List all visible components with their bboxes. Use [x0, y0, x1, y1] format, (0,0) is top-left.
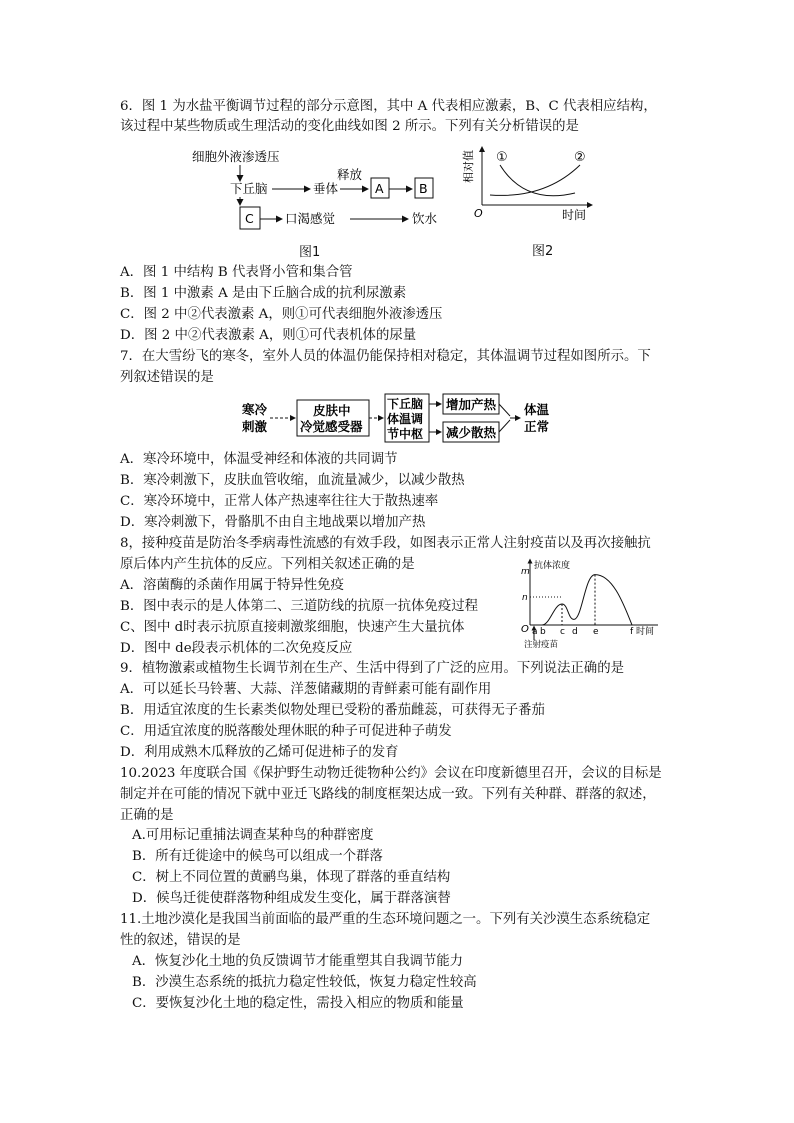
temp-normal-1: 体温: [524, 402, 550, 417]
fig1-pituitary: 垂体: [313, 181, 339, 196]
q10-option-c: C．树上不同位置的黄鹂鸟巢，体现了群落的垂直结构: [132, 870, 451, 885]
q9-option-b: B．用适宜浓度的生长素类似物处理已受粉的番茄雌蕊，可获得无子番茄: [120, 703, 545, 718]
q7-option-c: C．寒冷环境中，正常人体产热速率往往大于散热速率: [120, 494, 439, 509]
q9-option-d: D．利用成熟木瓜释放的乙烯可促进柿子的发育: [120, 745, 399, 760]
fig1-drink: 饮水: [412, 211, 438, 226]
cold-stimulus-1: 寒冷: [242, 402, 268, 417]
chart-tick-d: d: [572, 627, 578, 637]
q8-option-d: D．图中 de段表示机体的二次免疫反应: [120, 641, 353, 656]
chart-tick-e: e: [593, 627, 599, 637]
chart-ylabel: 抗体浓度: [534, 561, 571, 571]
q11-option-a: A．恢复沙化土地的负反馈调节才能重塑其自我调节能力: [132, 954, 464, 969]
q10-option-a: A.可用标记重捕法调查某种鸟的种群密度: [132, 828, 374, 843]
q8-option-c: C、图中 d时表示抗原直接刺激浆细胞，快速产生大量抗体: [120, 620, 465, 635]
q7-option-d: D．寒冷刺激下，骨骼肌不由自主地战栗以增加产热: [120, 515, 426, 530]
q11-stem-line1: 11.土地沙漠化是我国当前面临的最严重的生态环境问题之一。下列有关沙漠生态系统稳定: [120, 912, 651, 927]
fig2-curve1-label: ①: [496, 150, 508, 165]
temp-normal-2: 正常: [524, 419, 550, 434]
q9-stem: 9．植物激素或植物生长调节剂在生产、生活中得到了广泛的应用。下列说法正确的是: [120, 661, 624, 676]
fig1-top-label: 细胞外液渗透压: [192, 149, 280, 164]
q9-option-c: C．用适宜浓度的脱落酸处理休眠的种子可促进种子萌发: [120, 724, 452, 739]
chart-origin: O: [521, 624, 529, 635]
chart-m: m: [521, 567, 530, 577]
fig2-curve2-label: ②: [574, 150, 586, 165]
cold-stimulus-2: 刺激: [242, 419, 268, 434]
fig1-release: 释放: [337, 167, 363, 182]
thermoregulation-diagram: [238, 392, 558, 444]
q6-option-a: A．图 1 中结构 B 代表肾小管和集合管: [120, 265, 353, 280]
q8-option-b: B．图中表示的是人体第二、三道防线的抗原一抗体免疫过程: [120, 599, 478, 614]
increase-heat: 增加产热: [446, 397, 497, 412]
q11-option-c: C．要恢复沙化土地的稳定性，需投入相应的物质和能量: [132, 996, 464, 1011]
fig1-box-c-label: C: [245, 211, 254, 226]
chart-tick-a: a: [532, 627, 538, 637]
fig1-box-b-label: B: [419, 181, 428, 196]
q7-stem-line1: 7．在大雪纷飞的寒冬，室外人员的体温仍能保持相对稳定，其体温调节过程如图所示。下: [120, 349, 651, 364]
center-1: 下丘脑: [387, 397, 424, 411]
figure-2-curves: [460, 143, 600, 228]
q7-option-b: B．寒冷刺激下，皮肤血管收缩，血流量减少，以减少散热: [120, 473, 465, 488]
chart-tick-f: f: [630, 627, 634, 637]
q8-stem-line1: 8，接种疫苗是防治冬季病毒性流感的有效手段，如图表示正常人注射疫苗以及再次接触抗: [120, 536, 651, 551]
chart-xlabel: 时间: [636, 627, 655, 637]
chart-tick-c: c: [560, 627, 565, 637]
skin-receptor-1: 皮肤中: [313, 403, 351, 418]
q11-stem-line2: 性的叙述，错误的是: [120, 933, 241, 948]
q10-option-b: B．所有迁徙途中的候鸟可以组成一个群落: [132, 849, 383, 864]
fig1-caption: 图1: [299, 245, 321, 260]
chart-vaccine: 注射疫苗: [524, 640, 559, 649]
chart-tick-b: b: [540, 627, 546, 637]
q9-option-a: A．可以延长马铃薯、大蒜、洋葱储藏期的青鲜素可能有副作用: [120, 682, 492, 697]
fig1-box-a-label: A: [375, 181, 384, 196]
q7-option-a: A．寒冷环境中，体温受神经和体液的共同调节: [120, 452, 398, 467]
q11-option-b: B．沙漠生态系统的抵抗力稳定性较低，恢复力稳定性较高: [132, 975, 477, 990]
q6-option-d: D．图 2 中②代表激素 A，则①可代表机体的尿量: [120, 328, 417, 343]
skin-receptor-2: 冷觉感受器: [300, 419, 363, 434]
fig2-ylabel: 相对值: [462, 150, 475, 183]
q10-stem-line2: 制定并在可能的情况下就中亚迁飞路线的制度框架达成一致。下列有关种群、群落的叙述，: [120, 787, 656, 802]
q8-option-a: A．溶菌酶的杀菌作用属于特异性免疫: [120, 578, 344, 593]
q6-stem-line1: 6．图 1 为水盐平衡调节过程的部分示意图，其中 A 代表相应激素，B、C 代表相应结构，: [120, 99, 657, 114]
center-3: 节中枢: [387, 427, 424, 441]
decrease-loss: 减少散热: [446, 425, 497, 440]
q6-option-c: C．图 2 中②代表激素 A，则①可代表细胞外液渗透压: [120, 307, 443, 322]
q10-stem-line3: 正确的是: [120, 808, 174, 823]
q6-option-b: B．图 1 中激素 A 是由下丘脑合成的抗利尿激素: [120, 286, 407, 301]
center-2: 体温调: [387, 412, 424, 426]
antibody-chart: [512, 557, 662, 649]
figure-1-diagram: [190, 143, 450, 253]
q6-stem-line2: 该过程中某些物质或生理活动的变化曲线如图 2 所示。下列有关分析错误的是: [120, 119, 579, 134]
fig1-hypothalamus: 下丘脑: [230, 181, 268, 196]
fig2-caption: 图2: [532, 244, 554, 259]
fig2-xlabel: 时间: [562, 208, 587, 222]
antibody-curve: [534, 575, 632, 625]
fig2-origin: O: [474, 207, 483, 220]
q10-stem-line1: 10.2023 年度联合国《保护野生动物迁徙物种公约》会议在印度新德里召开，会议的目标是: [120, 766, 662, 781]
fig1-thirst: 口渴感觉: [285, 211, 336, 226]
q8-stem-line2: 原后体内产生抗体的反应。下列相关叙述正确的是: [120, 557, 415, 572]
q7-stem-line2: 列叙述错误的是: [120, 370, 214, 385]
fig2-curve1: [500, 165, 575, 196]
chart-n: n: [522, 593, 528, 603]
q10-option-d: D．候鸟迁徙使群落物种组成发生变化，属于群落演替: [132, 891, 451, 906]
